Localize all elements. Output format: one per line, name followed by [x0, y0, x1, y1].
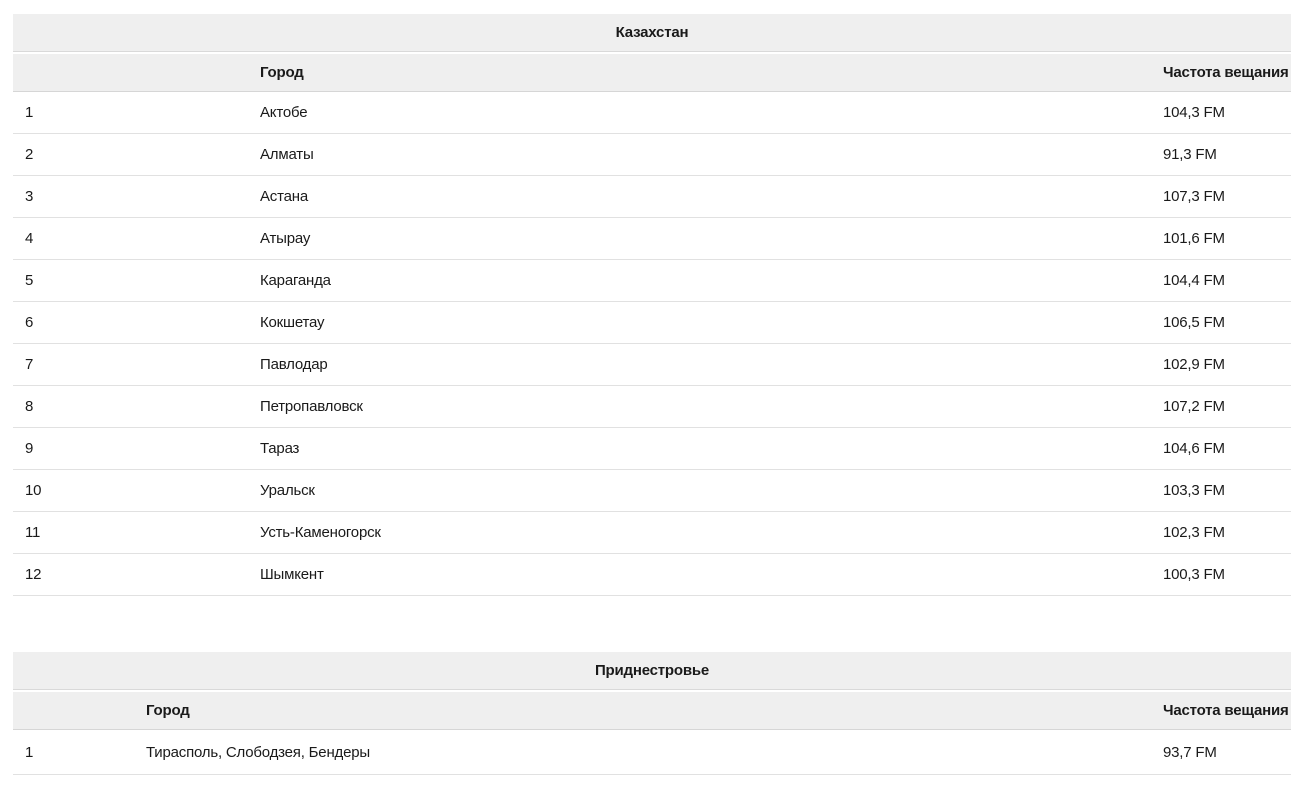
header-city-column: Город: [260, 64, 304, 81]
row-city: Уральск: [260, 482, 315, 499]
row-number: 2: [25, 146, 34, 163]
row-frequency: 107,2 FM: [1163, 398, 1225, 415]
table-title-bar: [13, 14, 1291, 52]
table-row: [13, 386, 1291, 428]
row-frequency: 102,3 FM: [1163, 524, 1225, 541]
table-row: [13, 344, 1291, 386]
table-row: [13, 92, 1291, 134]
row-number: 4: [25, 230, 34, 247]
row-frequency: 103,3 FM: [1163, 482, 1225, 499]
row-number: 1: [25, 743, 34, 761]
table-row: [13, 512, 1291, 554]
row-frequency: 102,9 FM: [1163, 356, 1225, 373]
table-row: [13, 470, 1291, 512]
table-row: [13, 218, 1291, 260]
table-body: [13, 730, 1291, 775]
row-city: Кокшетау: [260, 314, 325, 331]
row-city: Астана: [260, 188, 308, 205]
row-number: 7: [25, 356, 34, 373]
row-city: Тирасполь, Слободзея, Бендеры: [146, 743, 370, 761]
row-frequency: 101,6 FM: [1163, 230, 1225, 247]
table-header-row: [13, 692, 1291, 730]
row-number: 11: [25, 524, 41, 541]
table-row: [13, 134, 1291, 176]
row-city: Усть-Каменогорск: [260, 524, 381, 541]
row-frequency: 107,3 FM: [1163, 188, 1225, 205]
row-frequency: 106,5 FM: [1163, 314, 1225, 331]
table-title: Приднестровье: [594, 662, 710, 679]
row-number: 12: [25, 566, 42, 583]
row-number: 8: [25, 398, 34, 415]
row-frequency: 104,3 FM: [1163, 104, 1225, 121]
row-frequency: 104,6 FM: [1163, 440, 1225, 457]
table-body: [13, 92, 1291, 596]
table-row: [13, 302, 1291, 344]
kazakhstan-frequency-table: [13, 14, 1291, 596]
table-row: [13, 428, 1291, 470]
row-frequency: 104,4 FM: [1163, 272, 1225, 289]
row-city: Актобе: [260, 104, 308, 121]
row-number: 9: [25, 440, 34, 457]
table-title: Казахстан: [615, 24, 689, 41]
table-row: [13, 554, 1291, 596]
table-row: [13, 176, 1291, 218]
row-city: Павлодар: [260, 356, 328, 373]
table-row: [13, 730, 1291, 775]
header-frequency-column: Частота вещания: [1163, 702, 1289, 719]
row-city: Тараз: [260, 440, 300, 457]
table-title-bar: [13, 652, 1291, 690]
row-city: Алматы: [260, 146, 314, 163]
table-row: [13, 260, 1291, 302]
row-number: 1: [25, 104, 34, 121]
row-frequency: 93,7 FM: [1163, 743, 1217, 761]
row-frequency: 100,3 FM: [1163, 566, 1225, 583]
row-city: Караганда: [260, 272, 331, 289]
table-header-row: [13, 54, 1291, 92]
row-city: Шымкент: [260, 566, 324, 583]
header-city-column: Город: [146, 702, 190, 719]
row-number: 3: [25, 188, 34, 205]
header-frequency-column: Частота вещания: [1163, 64, 1289, 81]
row-frequency: 91,3 FM: [1163, 146, 1217, 163]
row-number: 10: [25, 482, 42, 499]
row-city: Атырау: [260, 230, 311, 247]
transnistria-frequency-table: [13, 652, 1291, 775]
row-number: 6: [25, 314, 34, 331]
row-number: 5: [25, 272, 34, 289]
row-city: Петропавловск: [260, 398, 363, 415]
